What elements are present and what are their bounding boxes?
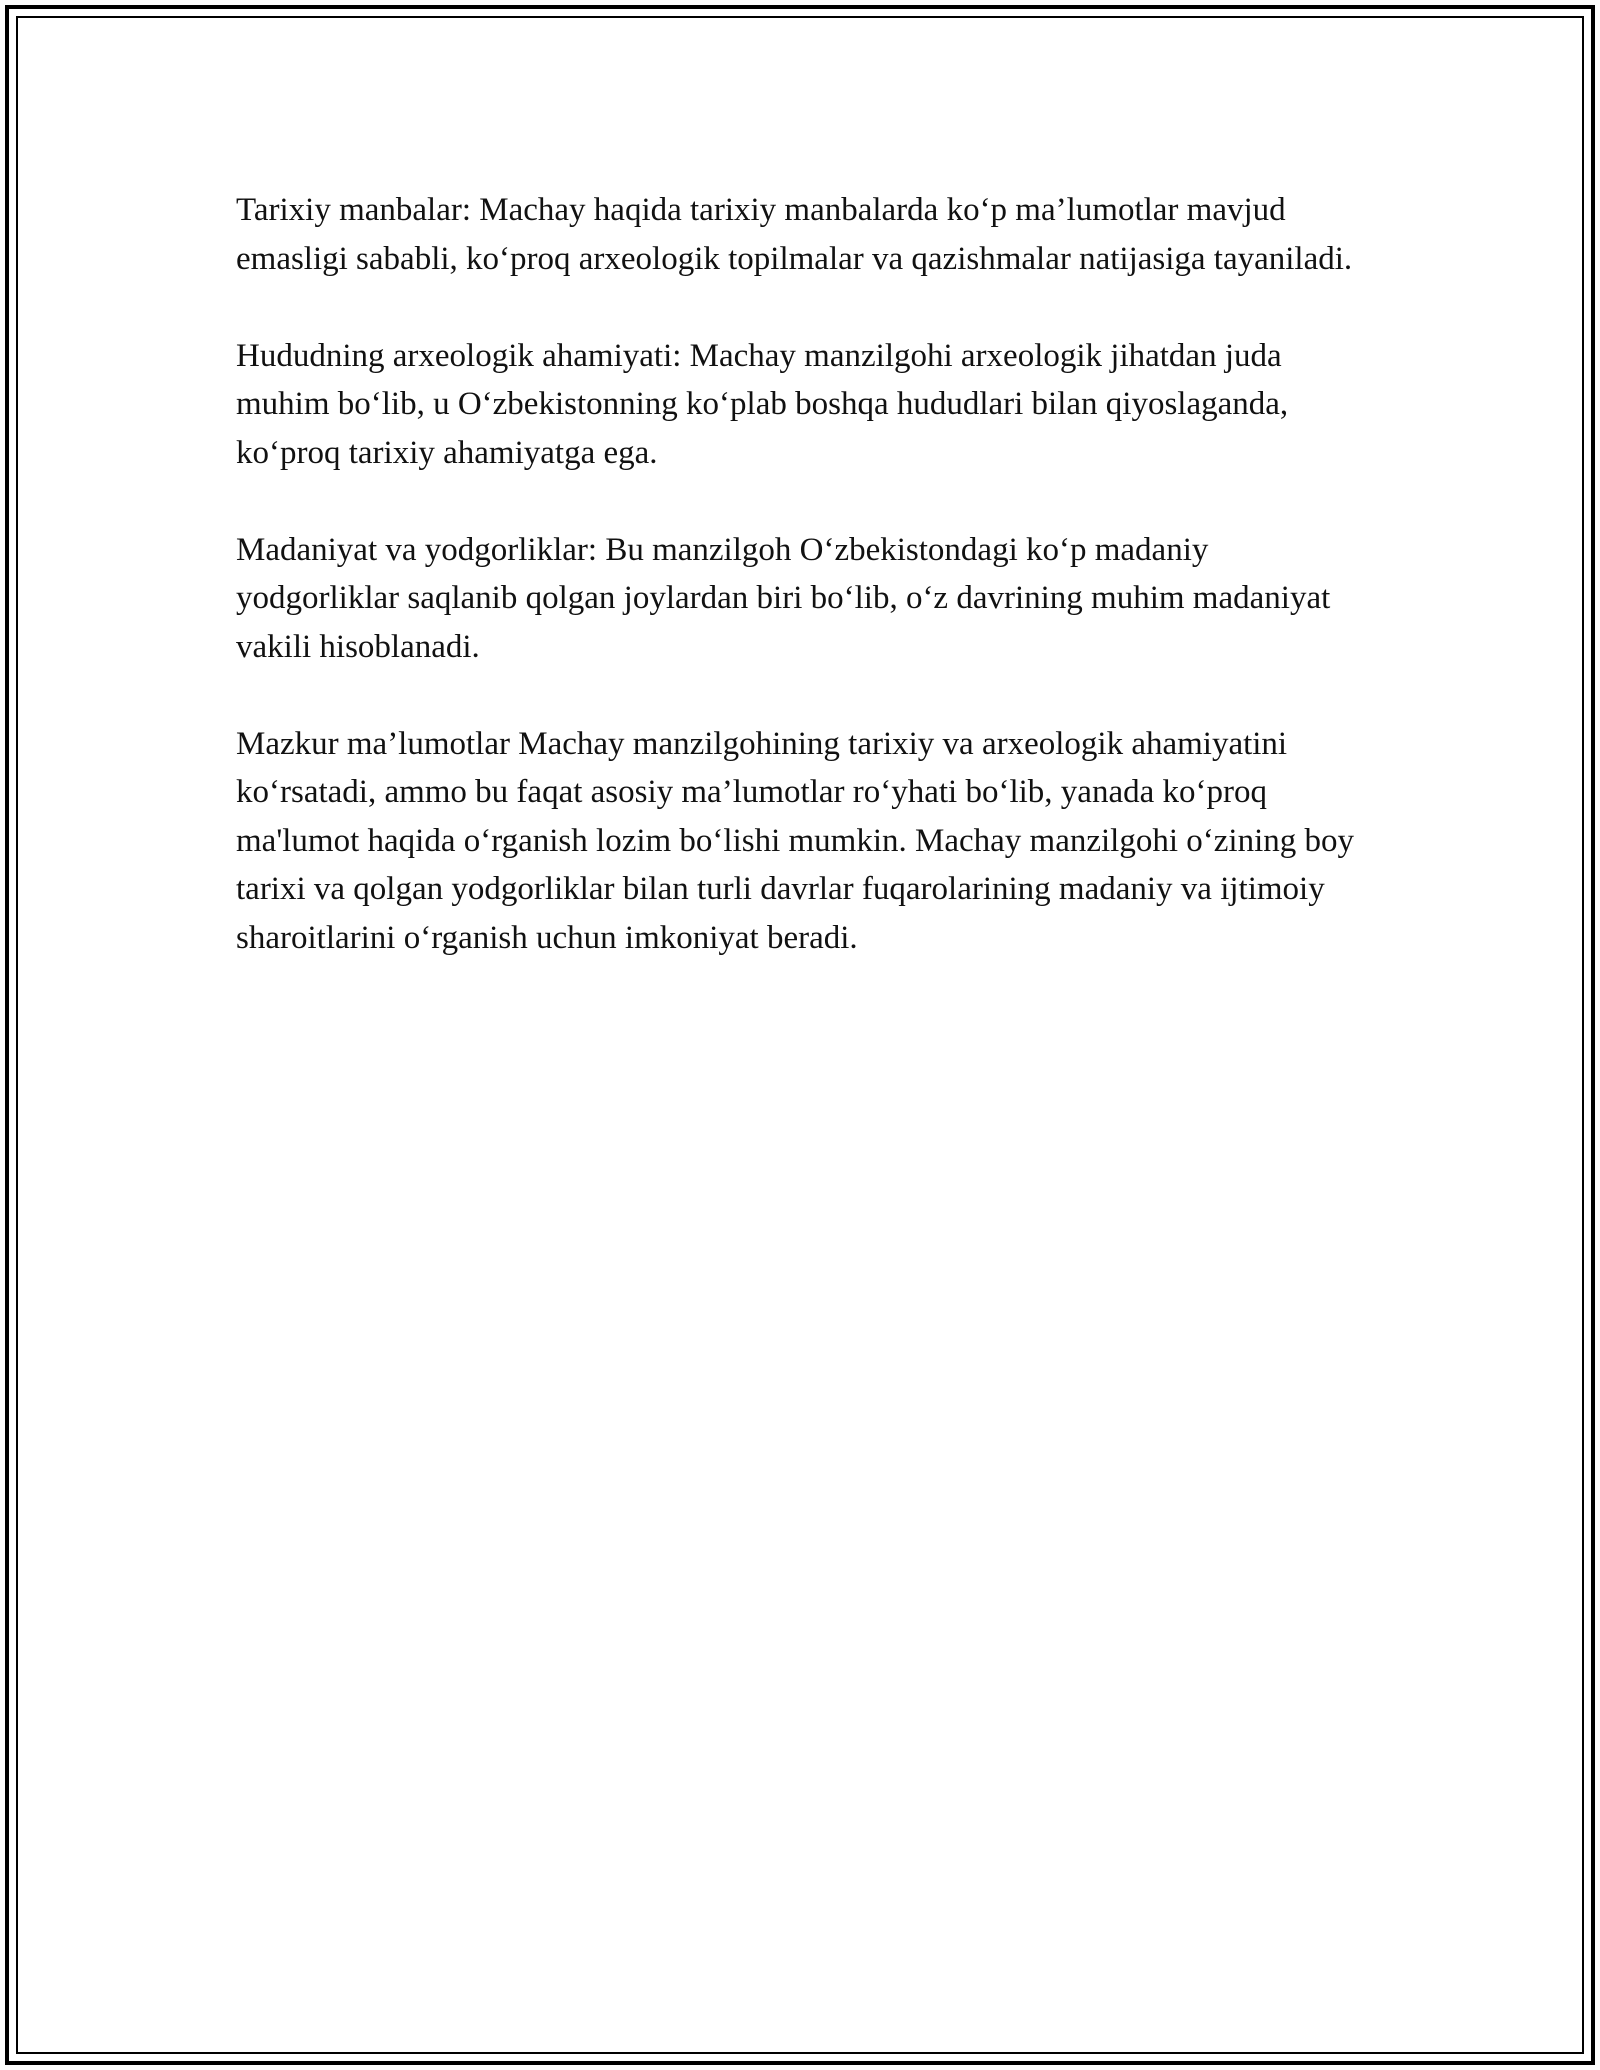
paragraph-culture-monuments: Madaniyat va yodgorliklar: Bu manzilgoh O‘zbekistondagi ko‘p madaniy yodgorliklar saqlanib qolgan joylardan biri bo‘lib, o‘z davrining muhim madaniyat vakili hisoblanadi. bbox=[236, 531, 1331, 665]
paragraph-archaeological-significance: Hududning arxeologik ahamiyati: Machay manzilgohi arxeologik jihatdan juda muhim bo‘lib, u O‘zbekistonning ko‘plab boshqa hududlari bilan qiyoslaganda, ko‘proq tarixiy ahamiyatga ega. bbox=[236, 337, 1289, 471]
document-body bbox=[236, 186, 1366, 962]
paragraph-conclusion: Mazkur ma’lumotlar Machay manzilgohining tarixiy va arxeologik ahamiyatini ko‘rsatadi, ammo bu faqat asosiy ma’lumotlar ro‘yhati bo‘lib, yanada ko‘proq ma'lumot haqida o‘rganish lozim bo‘lishi mumkin. Machay manzilgohi o‘zining boy tarixi va qolgan yodgorliklar bilan turli davrlar fuqarolarining madaniy va ijtimoiy sharoitlarini o‘rganish uchun imkoniyat beradi. bbox=[236, 725, 1354, 956]
paragraph-historical-sources: Tarixiy manbalar: Machay haqida tarixiy manbalarda ko‘p ma’lumotlar mavjud emasligi sababli, ko‘proq arxeologik topilmalar va qazishmalar natijasiga tayaniladi. bbox=[236, 192, 1353, 277]
